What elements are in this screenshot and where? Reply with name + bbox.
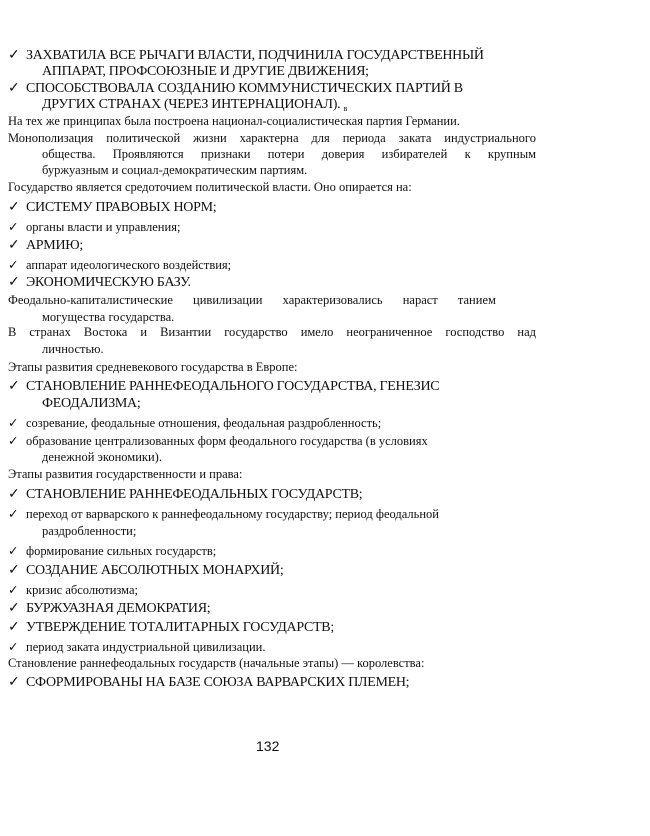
check-icon: ✓ xyxy=(8,601,20,616)
bullet-line xyxy=(8,639,536,655)
footnote-mark: в xyxy=(343,104,348,113)
line-text: ДРУГИХ СТРАНАХ (ЧЕРЕЗ ИНТЕРНАЦИОНАЛ). xyxy=(42,97,341,112)
check-icon: ✓ xyxy=(8,487,20,502)
paragraph-line xyxy=(8,163,570,178)
continuation-line xyxy=(8,64,570,80)
bullet-line xyxy=(8,562,536,579)
line-text: органы власти и управления; xyxy=(26,220,181,234)
line-text: переход от варварского к раннефеодальному государству; период феодальной xyxy=(26,507,439,521)
check-icon: ✓ xyxy=(8,563,20,578)
paragraph-line xyxy=(8,131,536,146)
line-text: могущества государства. xyxy=(42,310,175,324)
line-text: АРМИЮ; xyxy=(26,238,83,253)
line-text: раздробленности; xyxy=(42,524,137,538)
line-text: Этапы развития государственности и права: xyxy=(8,467,243,481)
line-text: Монополизация политической жизни характерна для периода заката индустриального xyxy=(8,131,536,145)
bullet-line xyxy=(8,674,536,691)
paragraph-line xyxy=(8,114,536,129)
paragraph-line xyxy=(8,180,536,195)
bullet-line xyxy=(8,433,536,449)
check-icon: ✓ xyxy=(8,220,19,234)
bullet-line xyxy=(8,47,536,64)
line-text: СТАНОВЛЕНИЕ РАННЕФЕОДАЛЬНЫХ ГОСУДАРСТВ; xyxy=(26,487,363,502)
line-text: кризис абсолютизма; xyxy=(26,583,139,597)
paragraph-line xyxy=(8,293,536,308)
bullet-line xyxy=(8,506,536,522)
line-text: денежной экономики). xyxy=(42,450,162,464)
line-text: В странах Востока и Византии государство имело неограниченное господство над xyxy=(8,325,536,339)
line-text: ЗАХВАТИЛА ВСЕ РЫЧАГИ ВЛАСТИ, ПОДЧИНИЛА ГОСУДАРСТВЕННЫЙ xyxy=(26,48,484,63)
line-text: общества. Проявляются признаки потери доверия избирателей к крупным xyxy=(42,147,536,161)
bullet-line xyxy=(8,486,536,503)
bullet-line xyxy=(8,219,536,235)
line-text: Этапы развития средневекового государства в Европе: xyxy=(8,360,298,374)
paragraph-line xyxy=(8,325,536,340)
line-text: СПОСОБСТВОВАЛА СОЗДАНИЮ КОММУНИСТИЧЕСКИХ ПАРТИЙ В xyxy=(26,81,463,96)
check-icon: ✓ xyxy=(8,620,20,635)
line-text: созревание, феодальные отношения, феодальная раздробленность; xyxy=(26,416,382,430)
check-icon: ✓ xyxy=(8,675,20,690)
line-text: ЭКОНОМИЧЕСКУЮ БАЗУ. xyxy=(26,275,191,290)
line-text: СОЗДАНИЕ АБСОЛЮТНЫХ МОНАРХИЙ; xyxy=(26,563,284,578)
line-text: Государство является средоточием политической власти. Оно опирается на: xyxy=(8,180,412,194)
paragraph-line xyxy=(8,310,570,325)
paragraph-line xyxy=(8,342,570,357)
check-icon: ✓ xyxy=(8,544,19,558)
line-text: аппарат идеологического воздействия; xyxy=(26,258,232,272)
bullet-line xyxy=(8,619,536,636)
bullet-line xyxy=(8,257,536,273)
check-icon: ✓ xyxy=(8,640,19,654)
check-icon: ✓ xyxy=(8,81,20,96)
check-icon: ✓ xyxy=(8,238,20,253)
continuation-line xyxy=(8,396,570,412)
line-text: Становление раннефеодальных государств (начальные этапы) — королевства: xyxy=(8,656,425,670)
line-text: буржуазным и социал-демократическим партиям. xyxy=(42,163,308,177)
line-text: период заката индустриальной цивилизации. xyxy=(26,640,266,654)
line-text: СТАНОВЛЕНИЕ РАННЕФЕОДАЛЬНОГО ГОСУДАРСТВА, ГЕНЕЗИС xyxy=(26,379,440,394)
page-number: 132 xyxy=(256,738,280,754)
continuation-line xyxy=(8,97,570,113)
line-text: Феодально-капиталистические цивилизации характеризовались нараст танием xyxy=(8,293,496,307)
paragraph-line xyxy=(8,656,536,671)
bullet-line xyxy=(8,543,536,559)
line-text: формирование сильных государств; xyxy=(26,544,217,558)
check-icon: ✓ xyxy=(8,583,19,597)
continuation-line xyxy=(8,450,570,465)
line-text: АППАРАТ, ПРОФСОЮЗНЫЕ И ДРУГИЕ ДВИЖЕНИЯ; xyxy=(42,64,369,79)
bullet-line xyxy=(8,415,536,431)
line-text: БУРЖУАЗНАЯ ДЕМОКРАТИЯ; xyxy=(26,601,211,616)
check-icon: ✓ xyxy=(8,48,20,63)
line-text: УТВЕРЖДЕНИЕ ТОТАЛИТАРНЫХ ГОСУДАРСТВ; xyxy=(26,620,334,635)
bullet-line xyxy=(8,378,536,395)
bullet-line xyxy=(8,582,536,598)
check-icon: ✓ xyxy=(8,275,20,290)
bullet-line xyxy=(8,199,536,216)
paragraph-line xyxy=(8,467,536,482)
bullet-line xyxy=(8,237,536,254)
continuation-line xyxy=(8,524,570,539)
bullet-line xyxy=(8,600,536,617)
paragraph-line xyxy=(8,147,536,162)
check-icon: ✓ xyxy=(8,258,19,272)
line-text: На тех же принципах была построена национал-социалистическая партия Германии. xyxy=(8,114,460,128)
check-icon: ✓ xyxy=(8,379,20,394)
bullet-line xyxy=(8,80,536,97)
line-text: образование централизованных форм феодального государства (в условиях xyxy=(26,434,428,448)
check-icon: ✓ xyxy=(8,416,19,430)
check-icon: ✓ xyxy=(8,434,19,448)
line-text: личностью. xyxy=(42,342,104,356)
line-text: СИСТЕМУ ПРАВОВЫХ НОРМ; xyxy=(26,200,217,215)
bullet-line xyxy=(8,274,536,291)
check-icon: ✓ xyxy=(8,200,20,215)
line-text: СФОРМИРОВАНЫ НА БАЗЕ СОЮЗА ВАРВАРСКИХ ПЛЕМЕН; xyxy=(26,675,410,690)
line-text: ФЕОДАЛИЗМА; xyxy=(42,396,141,411)
paragraph-line xyxy=(8,360,536,375)
check-icon: ✓ xyxy=(8,507,19,521)
